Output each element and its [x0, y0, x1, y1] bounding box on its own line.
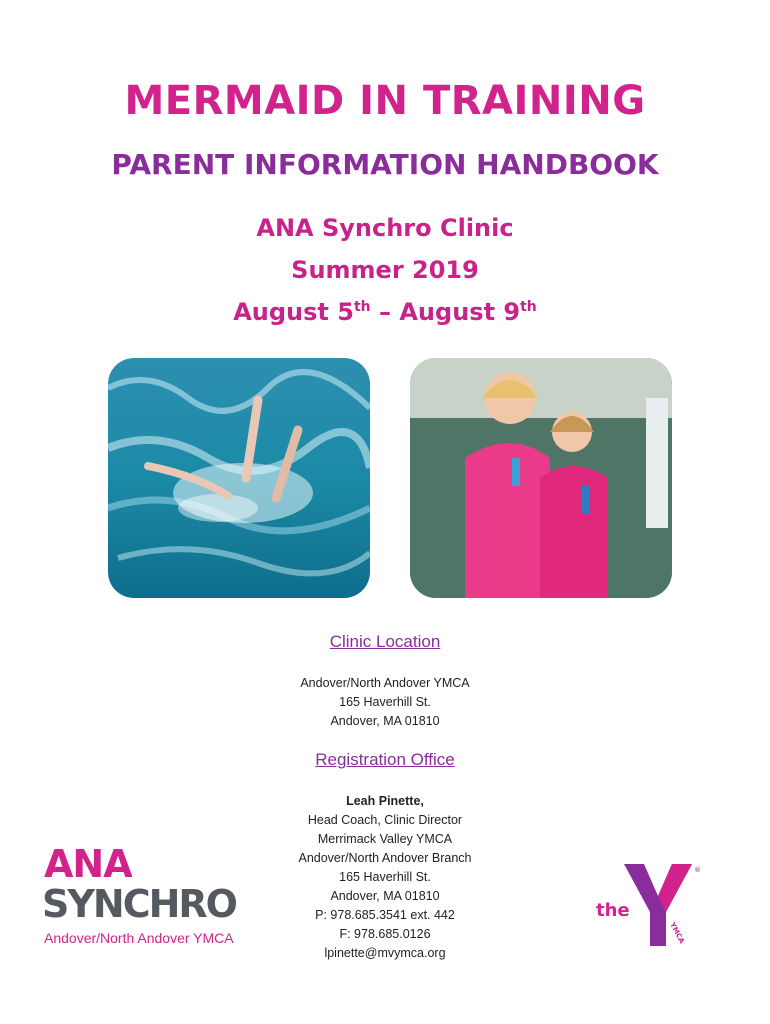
contact-line: 165 Haverhill St.	[339, 870, 431, 884]
contact-name: Leah Pinette,	[346, 794, 424, 808]
location-line: Andover, MA 01810	[330, 714, 440, 728]
event-season: Summer 2019	[291, 256, 479, 284]
contact-line: Merrimack Valley YMCA	[317, 832, 453, 846]
registration-office-heading: Registration Office	[315, 750, 455, 769]
event-name: ANA Synchro Clinic	[256, 214, 514, 242]
ana-synchro-logo-synchro: SYNCHRO	[42, 882, 236, 926]
synchro-swimmer-photo	[108, 358, 370, 598]
contact-line: Head Coach, Clinic Director	[307, 813, 463, 827]
ymca-registered-mark: ®	[694, 866, 701, 874]
ymca-vertical-text: YMCA	[668, 921, 686, 945]
girls-with-ribbons-photo	[410, 358, 672, 598]
location-line: 165 Haverhill St.	[339, 695, 431, 709]
contact-email: lpinette@mvymca.org	[324, 946, 446, 960]
contact-phone: P: 978.685.3541 ext. 442	[315, 908, 455, 922]
clinic-location-heading: Clinic Location	[329, 632, 441, 651]
location-line: Andover/North Andover YMCA	[300, 676, 470, 690]
ana-synchro-logo-branch: Andover/North Andover YMCA	[44, 930, 234, 946]
handbook-title: MERMAID IN TRAINING	[124, 78, 646, 124]
ana-synchro-logo-ana: ANA	[44, 842, 132, 886]
contact-line: Andover, MA 01810	[330, 889, 440, 903]
contact-line: Andover/North Andover Branch	[298, 851, 472, 865]
event-dates: August 5th – August 9th	[233, 298, 537, 326]
ymca-the-text: the	[596, 900, 630, 921]
contact-fax: F: 978.685.0126	[339, 927, 431, 941]
handbook-subtitle: PARENT INFORMATION HANDBOOK	[111, 148, 659, 181]
ymca-logo	[596, 862, 706, 953]
